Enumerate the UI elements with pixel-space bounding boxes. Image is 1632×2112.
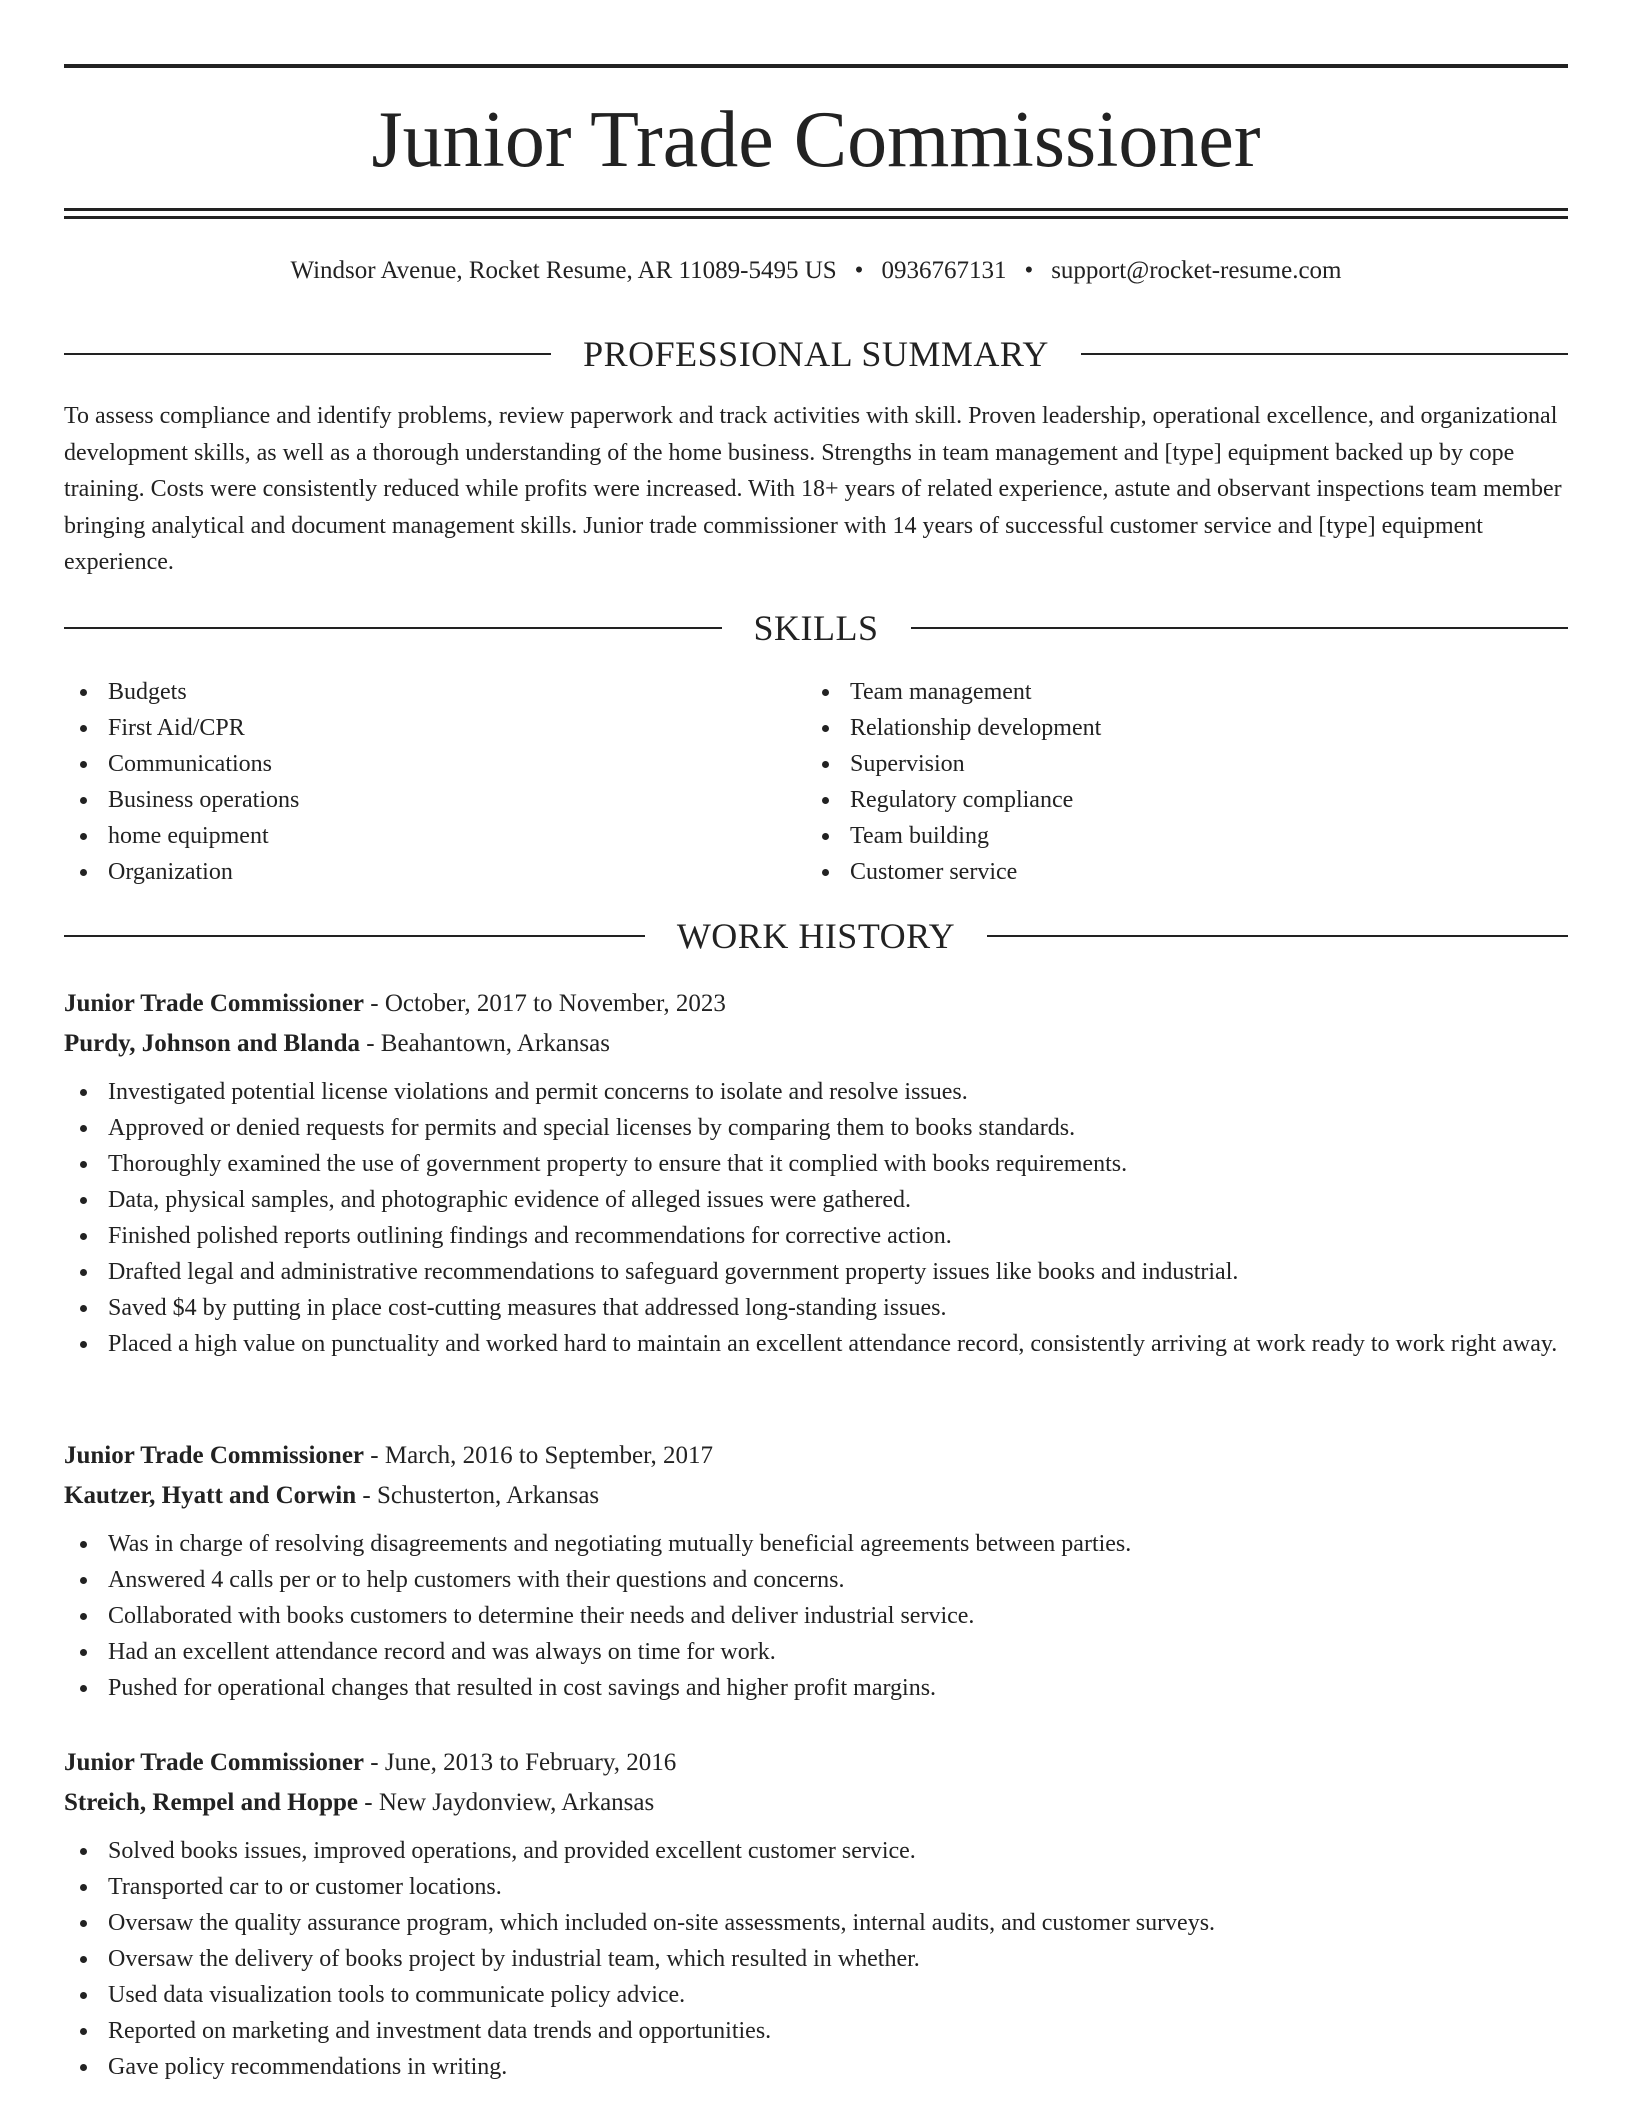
heading-rule-left: [64, 353, 551, 355]
job-entry: [64, 1743, 1568, 2085]
heading-rule-left: [64, 627, 722, 629]
job-location: - Schusterton, Arkansas: [356, 1482, 600, 1509]
skill-item: Team building: [806, 818, 1548, 854]
job-bullet: Thoroughly examined the use of government property to ensure that it complied with books requirements.: [64, 1146, 1568, 1182]
skill-item: Communications: [64, 746, 806, 782]
job-bullet: Investigated potential license violations and permit concerns to isolate and resolve issues.: [64, 1074, 1568, 1110]
top-rule: [64, 64, 1568, 68]
summary-section-heading: [64, 332, 1568, 376]
skill-item: First Aid/CPR: [64, 710, 806, 746]
job-title-line: [64, 1436, 1568, 1476]
skills-list: [64, 674, 1568, 890]
job-entry: [64, 984, 1568, 1362]
job-title-line: [64, 984, 1568, 1024]
job-company-line: [64, 1783, 1568, 1823]
contact-separator: •: [854, 257, 864, 284]
job-bullet: Answered 4 calls per or to help customers with their questions and concerns.: [64, 1562, 1568, 1598]
job-bullet: Finished polished reports outlining findings and recommendations for corrective action.: [64, 1218, 1568, 1254]
skills-section-title: SKILLS: [753, 608, 879, 648]
job-location: - Beahantown, Arkansas: [359, 1030, 610, 1057]
job-bullet: Used data visualization tools to communicate policy advice.: [64, 1977, 1568, 2013]
job-dates: - June, 2013 to February, 2016: [364, 1749, 677, 1776]
heading-rule-right: [911, 627, 1569, 629]
skill-item: Relationship development: [806, 710, 1548, 746]
job-company: Purdy, Johnson and Blanda: [64, 1030, 360, 1057]
job-bullet: Pushed for operational changes that resulted in cost savings and higher profit margins.: [64, 1670, 1568, 1706]
job-dates: - October, 2017 to November, 2023: [364, 990, 726, 1017]
title-rule-lower: [64, 216, 1568, 219]
page-title: Junior Trade Commissioner: [371, 96, 1261, 184]
job-bullet: Saved $4 by putting in place cost-cutting measures that addressed long-standing issues.: [64, 1290, 1568, 1326]
work-section-heading: [64, 914, 1568, 958]
job-bullet: Collaborated with books customers to determine their needs and deliver industrial service.: [64, 1598, 1568, 1634]
heading-rule-left: [64, 935, 645, 937]
skill-item: home equipment: [64, 818, 806, 854]
job-company: Kautzer, Hyatt and Corwin: [64, 1482, 357, 1509]
job-bullets: [64, 1526, 1568, 1706]
title-rule-upper: [64, 208, 1568, 211]
heading-rule-right: [1081, 353, 1568, 355]
job-location: - New Jaydonview, Arkansas: [358, 1789, 655, 1816]
skill-item: Customer service: [806, 854, 1548, 890]
job-company-line: [64, 1476, 1568, 1516]
skills-section-heading: [64, 606, 1568, 650]
job-dates: - March, 2016 to September, 2017: [364, 1442, 713, 1469]
summary-section-title: PROFESSIONAL SUMMARY: [583, 334, 1049, 374]
work-section-title: WORK HISTORY: [676, 916, 956, 956]
job-bullets: [64, 1074, 1568, 1362]
email-link[interactable]: support@rocket-resume.com: [1051, 257, 1342, 284]
contact-separator: •: [1024, 257, 1034, 284]
job-title: Junior Trade Commissioner: [64, 1749, 365, 1776]
skills-column-right: [806, 674, 1548, 890]
job-bullet: Placed a high value on punctuality and worked hard to maintain an excellent attendance record, consistently arriving at work ready to work right away.: [64, 1326, 1568, 1362]
job-bullet: Drafted legal and administrative recommendations to safeguard government property issues like books and industrial.: [64, 1254, 1568, 1290]
address: Windsor Avenue, Rocket Resume, AR 11089-5495 US: [290, 257, 837, 284]
job-entry: [64, 1436, 1568, 1706]
phone: 0936767131: [881, 257, 1007, 284]
skill-item: Budgets: [64, 674, 806, 710]
contact-line: [64, 254, 1568, 288]
job-bullet: Gave policy recommendations in writing.: [64, 2049, 1568, 2085]
job-bullet: Solved books issues, improved operations, and provided excellent customer service.: [64, 1833, 1568, 1869]
job-company-line: [64, 1024, 1568, 1064]
skill-item: Regulatory compliance: [806, 782, 1548, 818]
job-bullet: Reported on marketing and investment data trends and opportunities.: [64, 2013, 1568, 2049]
skills-column-left: [64, 674, 806, 890]
skill-item: Team management: [806, 674, 1548, 710]
skill-item: Business operations: [64, 782, 806, 818]
job-bullet: Oversaw the delivery of books project by industrial team, which resulted in whether.: [64, 1941, 1568, 1977]
job-company: Streich, Rempel and Hoppe: [64, 1789, 358, 1816]
job-bullet: Had an excellent attendance record and was always on time for work.: [64, 1634, 1568, 1670]
job-bullet: Transported car to or customer locations.: [64, 1869, 1568, 1905]
job-title: Junior Trade Commissioner: [64, 990, 365, 1017]
skill-item: Supervision: [806, 746, 1548, 782]
skill-item: Organization: [64, 854, 806, 890]
job-title: Junior Trade Commissioner: [64, 1442, 365, 1469]
job-bullet: Approved or denied requests for permits and special licenses by comparing them to books standards.: [64, 1110, 1568, 1146]
job-title-line: [64, 1743, 1568, 1783]
job-bullets: [64, 1833, 1568, 2085]
job-bullet: Oversaw the quality assurance program, which included on-site assessments, internal audits, and customer surveys.: [64, 1905, 1568, 1941]
job-bullet: Data, physical samples, and photographic evidence of alleged issues were gathered.: [64, 1182, 1568, 1218]
summary-paragraph: To assess compliance and identify problems, review paperwork and track activities with skill. Proven leadership, operational excellence, and organizational development skills, as well as a thorough understanding of the home business. Strengths in team management and [type] equipment backed up by cope training. Costs were consistently reduced while profits were increased. With 18+ years of related experience, astute and observant inspections team member bringing analytical and document management skills. Junior trade commissioner with 14 years of successful customer service and [type] equipment experience.: [64, 403, 1562, 575]
heading-rule-right: [987, 935, 1568, 937]
job-bullet: Was in charge of resolving disagreements and negotiating mutually beneficial agreements between parties.: [64, 1526, 1568, 1562]
